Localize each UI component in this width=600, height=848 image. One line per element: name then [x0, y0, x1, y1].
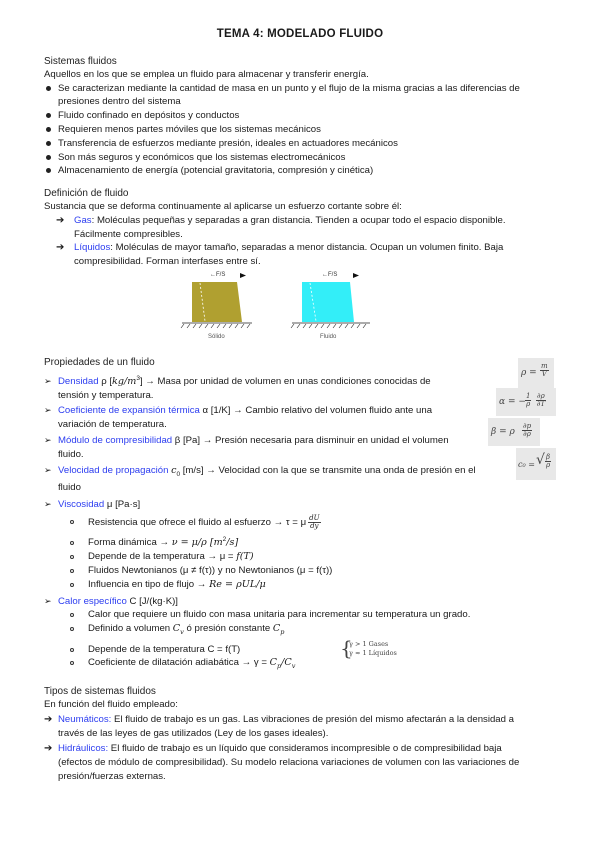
triangle-bullet-icon: ➢ [44, 499, 52, 509]
viscosidad-line: Viscosidad μ [Pa·s] [58, 499, 141, 510]
modulo-line: Módulo de compresibilidad β [Pa] → Presión necesaria para disminuir en unidad el volumen [58, 435, 449, 446]
section-heading-propiedades: Propiedades de un fluido [44, 357, 155, 368]
velocidad-line: Velocidad de propagación $c_0$ [m/s] → Velocidad con la que se transmite una onda de presión en el [58, 465, 476, 478]
bullet-dot [46, 155, 51, 160]
gamma-cases: { γ > 1 Gases γ ≈ 1 Líquidos [340, 636, 397, 660]
densidad-line: Densidad ρ $[kg/m^3]$ → Masa por unidad de volumen en unas condiciones conocidas de [58, 374, 431, 387]
visc-item: Resistencia que ofrece el fluido al esfuerzo → τ = μ $\frac{dU}{dy}$ [88, 514, 320, 530]
velocidad-line-2: fluido [58, 482, 81, 493]
sistemas-intro: Aquellos en los que se emplea un fluido para almacenar y transferir energía. [44, 69, 369, 80]
circle-bullet-icon [70, 541, 74, 545]
force-arrow-icon [240, 273, 246, 278]
bullet-item-continuation: presiones dentro del sistema [58, 96, 181, 107]
gas-definition [74, 214, 505, 228]
page-title: TEMA 4: MODELADO FLUIDO [216, 28, 384, 40]
solid-block [192, 282, 242, 322]
circle-bullet-icon [70, 648, 74, 652]
section-heading-definicion: Definición de fluido [44, 188, 129, 199]
hidraulicos-line-2: (efectos de módulo de compresibilidad). Su modelo relaciona variaciones de volumen con las variaciones de [58, 757, 520, 768]
triangle-bullet-icon: ➢ [44, 465, 52, 475]
arrow-bullet-icon: ➔ [44, 743, 53, 754]
triangle-bullet-icon: ➢ [44, 596, 52, 606]
solid-ground-hatch [181, 324, 250, 328]
visc-item: Forma dinámica → ν = μ/ρ $[m^2/s]$ [88, 535, 239, 548]
bullet-dot [46, 113, 51, 118]
circle-bullet-icon [70, 613, 74, 617]
bullet-item: Se caracterizan mediante la cantidad de masa en un punto y el flujo de la misma gracias a las diferencias de [58, 83, 520, 94]
modulo-line-2: fluido. [58, 449, 84, 460]
fluid-ground-hatch [291, 324, 366, 328]
formula-density: ρ = $\frac{m}{V}$ [518, 358, 554, 388]
formula-alpha: α = − $\frac{1}{\rho}$ $\frac{\partial\rho}{\partial T}$ [496, 388, 556, 416]
bullet-dot [46, 86, 51, 91]
force-label-solid: ←F/S [210, 272, 226, 278]
calor-item: Coeficiente de dilatación adiabática → $\gamma = C_p/C_v$ [88, 657, 296, 670]
circle-bullet-icon [70, 627, 74, 631]
hidraulicos-line-3: presión/fuerzas externas. [58, 771, 166, 782]
brace-icon: { [340, 636, 353, 660]
force-arrow-icon [353, 273, 359, 278]
triangle-bullet-icon: ➢ [44, 435, 52, 445]
force-label-fluid: ←F/S [322, 272, 338, 278]
fluid-label: Fluido [320, 334, 337, 340]
bullet-dot [46, 168, 51, 173]
circle-bullet-icon [70, 583, 74, 587]
formula-beta: β = ρ $\frac{\partial p}{\partial\rho}$ [488, 418, 540, 446]
definicion-intro: Sustancia que se deforma continuamente al aplicarse un esfuerzo cortante sobre él: [44, 201, 402, 212]
liquid-text-cont: compresibilidad. Forman interfases entre sí. [74, 256, 261, 267]
arrow-bullet-icon: ➔ [56, 242, 65, 253]
bullet-item: Son más seguros y económicos que los sistemas electromecánicos [58, 152, 346, 163]
fluid-block [302, 282, 354, 322]
hidraulicos-line: Hidráulicos: El fluido de trabajo es un líquido que consideramos incompresible o de compresibilidad baja [58, 743, 502, 754]
circle-bullet-icon [70, 555, 74, 559]
calor-item: Depende de la temperatura C = f(T) [88, 644, 241, 655]
solid-label: Sólido [208, 334, 225, 340]
calor-item: Definido a volumen $C_v$ ó presión constante $C_p$ [88, 623, 285, 636]
section-heading-tipos: Tipos de sistemas fluidos [44, 686, 156, 697]
gas-term: Gas [74, 215, 92, 226]
circle-bullet-icon [70, 520, 74, 524]
bullet-item: Transferencia de esfuerzos mediante presión, ideales en actuadores mecánicos [58, 138, 398, 149]
liquid-definition [74, 241, 503, 255]
triangle-bullet-icon: ➢ [44, 405, 52, 415]
neumaticos-line: Neumáticos: El fluido de trabajo es un gas. Las vibraciones de presión del mismo afectarán a la densidad a [58, 714, 514, 725]
visc-item: Fluidos Newtonianos (μ ≠ f(τ)) y no Newtonianos (μ = f(τ)) [88, 565, 333, 576]
bullet-dot [46, 127, 51, 132]
arrow-bullet-icon: ➔ [44, 714, 53, 725]
coef-line: Coeficiente de expansión térmica α [1/K] → Cambio relativo del volumen fluido ante una [58, 405, 433, 416]
bullet-item: Requieren menos partes móviles que los sistemas mecánicos [58, 124, 321, 135]
bullet-item: Fluido confinado en depósitos y conductos [58, 110, 240, 121]
bullet-dot [46, 141, 51, 146]
gas-text: : Moléculas pequeñas y separadas a gran distancia. Tienden a ocupar todo el espacio disponible. [91, 215, 506, 226]
solid-fluid-figure [180, 268, 416, 344]
triangle-bullet-icon: ➢ [44, 376, 52, 386]
visc-item: Depende de la temperatura → μ = f(T) [88, 551, 254, 562]
gas-text-cont: Fácilmente compresibles. [74, 229, 183, 240]
tipos-intro: En función del fluido empleado: [44, 699, 178, 710]
coef-line-2: variación de temperatura. [58, 419, 167, 430]
arrow-bullet-icon: ➔ [56, 215, 65, 226]
calor-line: Calor específico C [J/(kg·K)] [58, 596, 178, 607]
formula-c0: c₀ = √ $\frac{\beta}{\rho}$ [516, 448, 556, 480]
section-heading-sistemas: Sistemas fluidos [44, 56, 117, 67]
liquid-term: Líquidos [74, 242, 111, 253]
densidad-line-2: tensión y temperatura. [58, 390, 154, 401]
circle-bullet-icon [70, 661, 74, 665]
bullet-item: Almacenamiento de energía (potencial gravitatoria, compresión y cinética) [58, 165, 374, 176]
calor-item: Calor que requiere un fluido con masa unitaria para incrementar su temperatura un grado. [88, 609, 471, 620]
visc-item: Influencia en tipo de flujo → Re = ρUL/μ [88, 579, 266, 590]
liquid-text: : Moléculas de mayor tamaño, separadas a menor distancia. Ocupan un volumen finito. Baja [110, 242, 504, 253]
neumaticos-line-2: través de las leyes de gas utilizados (Ley de los gases ideales). [58, 728, 329, 739]
circle-bullet-icon [70, 569, 74, 573]
